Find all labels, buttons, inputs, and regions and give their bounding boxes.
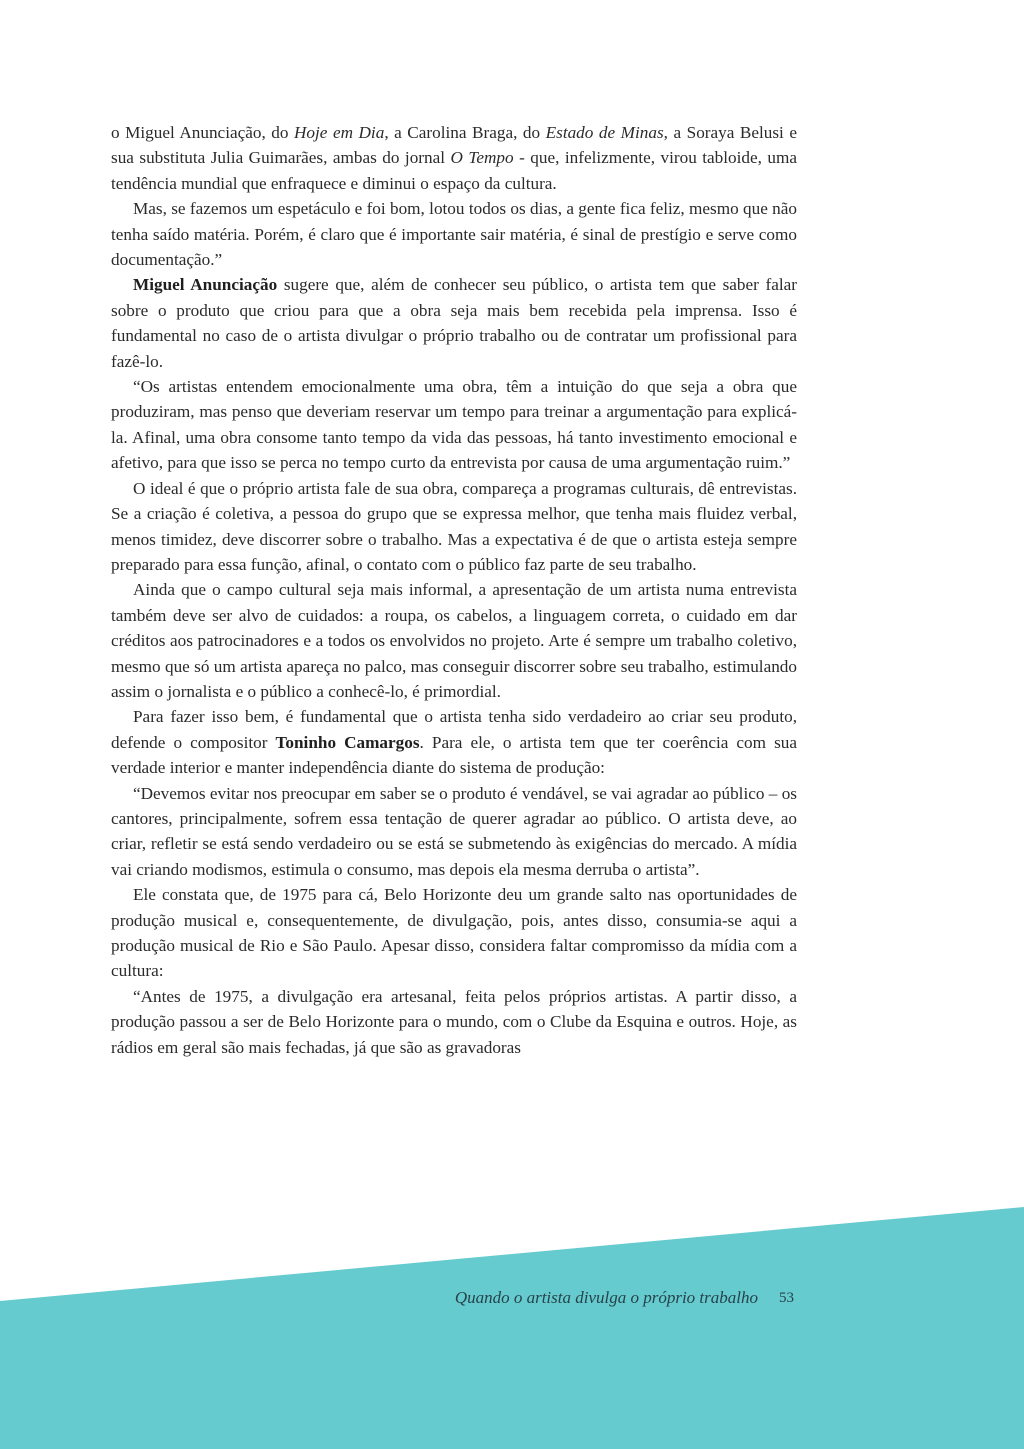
text-run: - que, infelizmente, virou tabloide, uma tendência mundial que enfraquece e diminui o espaço da cultura. bbox=[111, 148, 797, 193]
page-number: 53 bbox=[779, 1290, 794, 1306]
quote-paragraph: “Devemos evitar nos preocupar em saber se o produto é vendável, se vai agradar ao público – os cantores, principalmente, sofrem essa tentação de querer agradar ao público. O artista deve, ao criar, refletir se está sendo verdadeiro ou se está se submetendo às exigências do mercado. A mídia vai criando modismos, estimula o consumo, mas depois ela mesma derruba o artista”. bbox=[111, 783, 797, 879]
person-name: Toninho Camargos bbox=[275, 732, 420, 752]
body-text bbox=[111, 120, 797, 1060]
paragraph: Ainda que o campo cultural seja mais informal, a apresentação de um artista numa entrevista também deve ser alvo de cuidados: a roupa, os cabelos, a linguagem correta, o cuidado em dar créditos aos patrocinadores e a todos os envolvidos no projeto. Arte é sempre um trabalho coletivo, mesmo que só um artista apareça no palco, mas conseguir discorrer sobre seu trabalho, estimulando assim o jornalista e o público a conhecê-lo, é primordial. bbox=[111, 580, 797, 701]
paragraph: O ideal é que o próprio artista fale de sua obra, compareça a programas culturais, dê entrevistas. Se a criação é coletiva, a pessoa do grupo que se expressa melhor, que tenha mais fluidez verbal, menos timidez, deve discorrer sobre o trabalho. Mas a expectativa é de que o artista esteja sempre preparado para essa função, afinal, o contato com o público faz parte de seu trabalho. bbox=[111, 478, 797, 574]
paragraph bbox=[111, 272, 797, 374]
person-name: Miguel Anunciação bbox=[133, 275, 278, 295]
text-run: sugere que, além de conhecer seu público, o artista tem que saber falar sobre o produto que criou para que a obra seja mais bem recebida pela imprensa. Isso é fundamental no caso de o artista divulgar o próprio trabalho ou de contratar um profissional para fazê-lo. bbox=[111, 275, 797, 371]
quote-paragraph: “Os artistas entendem emocionalmente uma obra, têm a intuição do que seja a obra que produziram, mas penso que deveriam reservar um tempo para treinar a argumentação para explicá-la. Afinal, uma obra consome tanto tempo da vida das pessoas, há tanto investimento emocional e afetivo, para que isso se perca no tempo curto da entrevista por causa de uma argumentação ruim.” bbox=[111, 377, 797, 473]
page-footer bbox=[0, 1284, 1024, 1312]
paragraph bbox=[111, 120, 797, 196]
paragraph: Ele constata que, de 1975 para cá, Belo Horizonte deu um grande salto nas oportunidades de produção musical e, consequentemente, de divulgação, pois, antes disso, consumia-se aqui a produção musical de Rio e São Paulo. Apesar disso, considera faltar compromisso da mídia com a cultura: bbox=[111, 885, 797, 981]
paragraph: Mas, se fazemos um espetáculo e foi bom, lotou todos os dias, a gente fica feliz, mesmo que não tenha saído matéria. Porém, é claro que é importante sair matéria, é sinal de prestígio e serve como documentação.” bbox=[111, 199, 797, 270]
text-run: Para fazer isso bem, é fundamental que o artista tenha sido verdadeiro ao criar seu produto, defende o compositor bbox=[111, 707, 797, 752]
newspaper-name: O Tempo bbox=[450, 148, 514, 168]
quote-paragraph: “Antes de 1975, a divulgação era artesanal, feita pelos próprios artistas. A partir disso, a produção passou a ser de Belo Horizonte para o mundo, com o Clube da Esquina e outros. Hoje, as rádios em geral são mais fechadas, já que são as gravadoras bbox=[111, 986, 797, 1057]
newspaper-name: Estado de Minas bbox=[545, 123, 664, 142]
text-run: o Miguel Anunciação, do bbox=[111, 123, 294, 142]
text-run: , a Carolina Braga, do bbox=[384, 123, 546, 142]
paragraph bbox=[111, 704, 797, 780]
running-title: Quando o artista divulga o próprio trabalho bbox=[454, 1288, 758, 1307]
text-run: . Para ele, o artista tem que ter coerência com sua verdade interior e manter independência diante do sistema de produção: bbox=[111, 732, 797, 778]
newspaper-name: Hoje em Dia bbox=[294, 123, 385, 142]
text-run: , a Soraya Belusi e sua substituta Julia Guimarães, ambas do jornal bbox=[111, 123, 797, 168]
